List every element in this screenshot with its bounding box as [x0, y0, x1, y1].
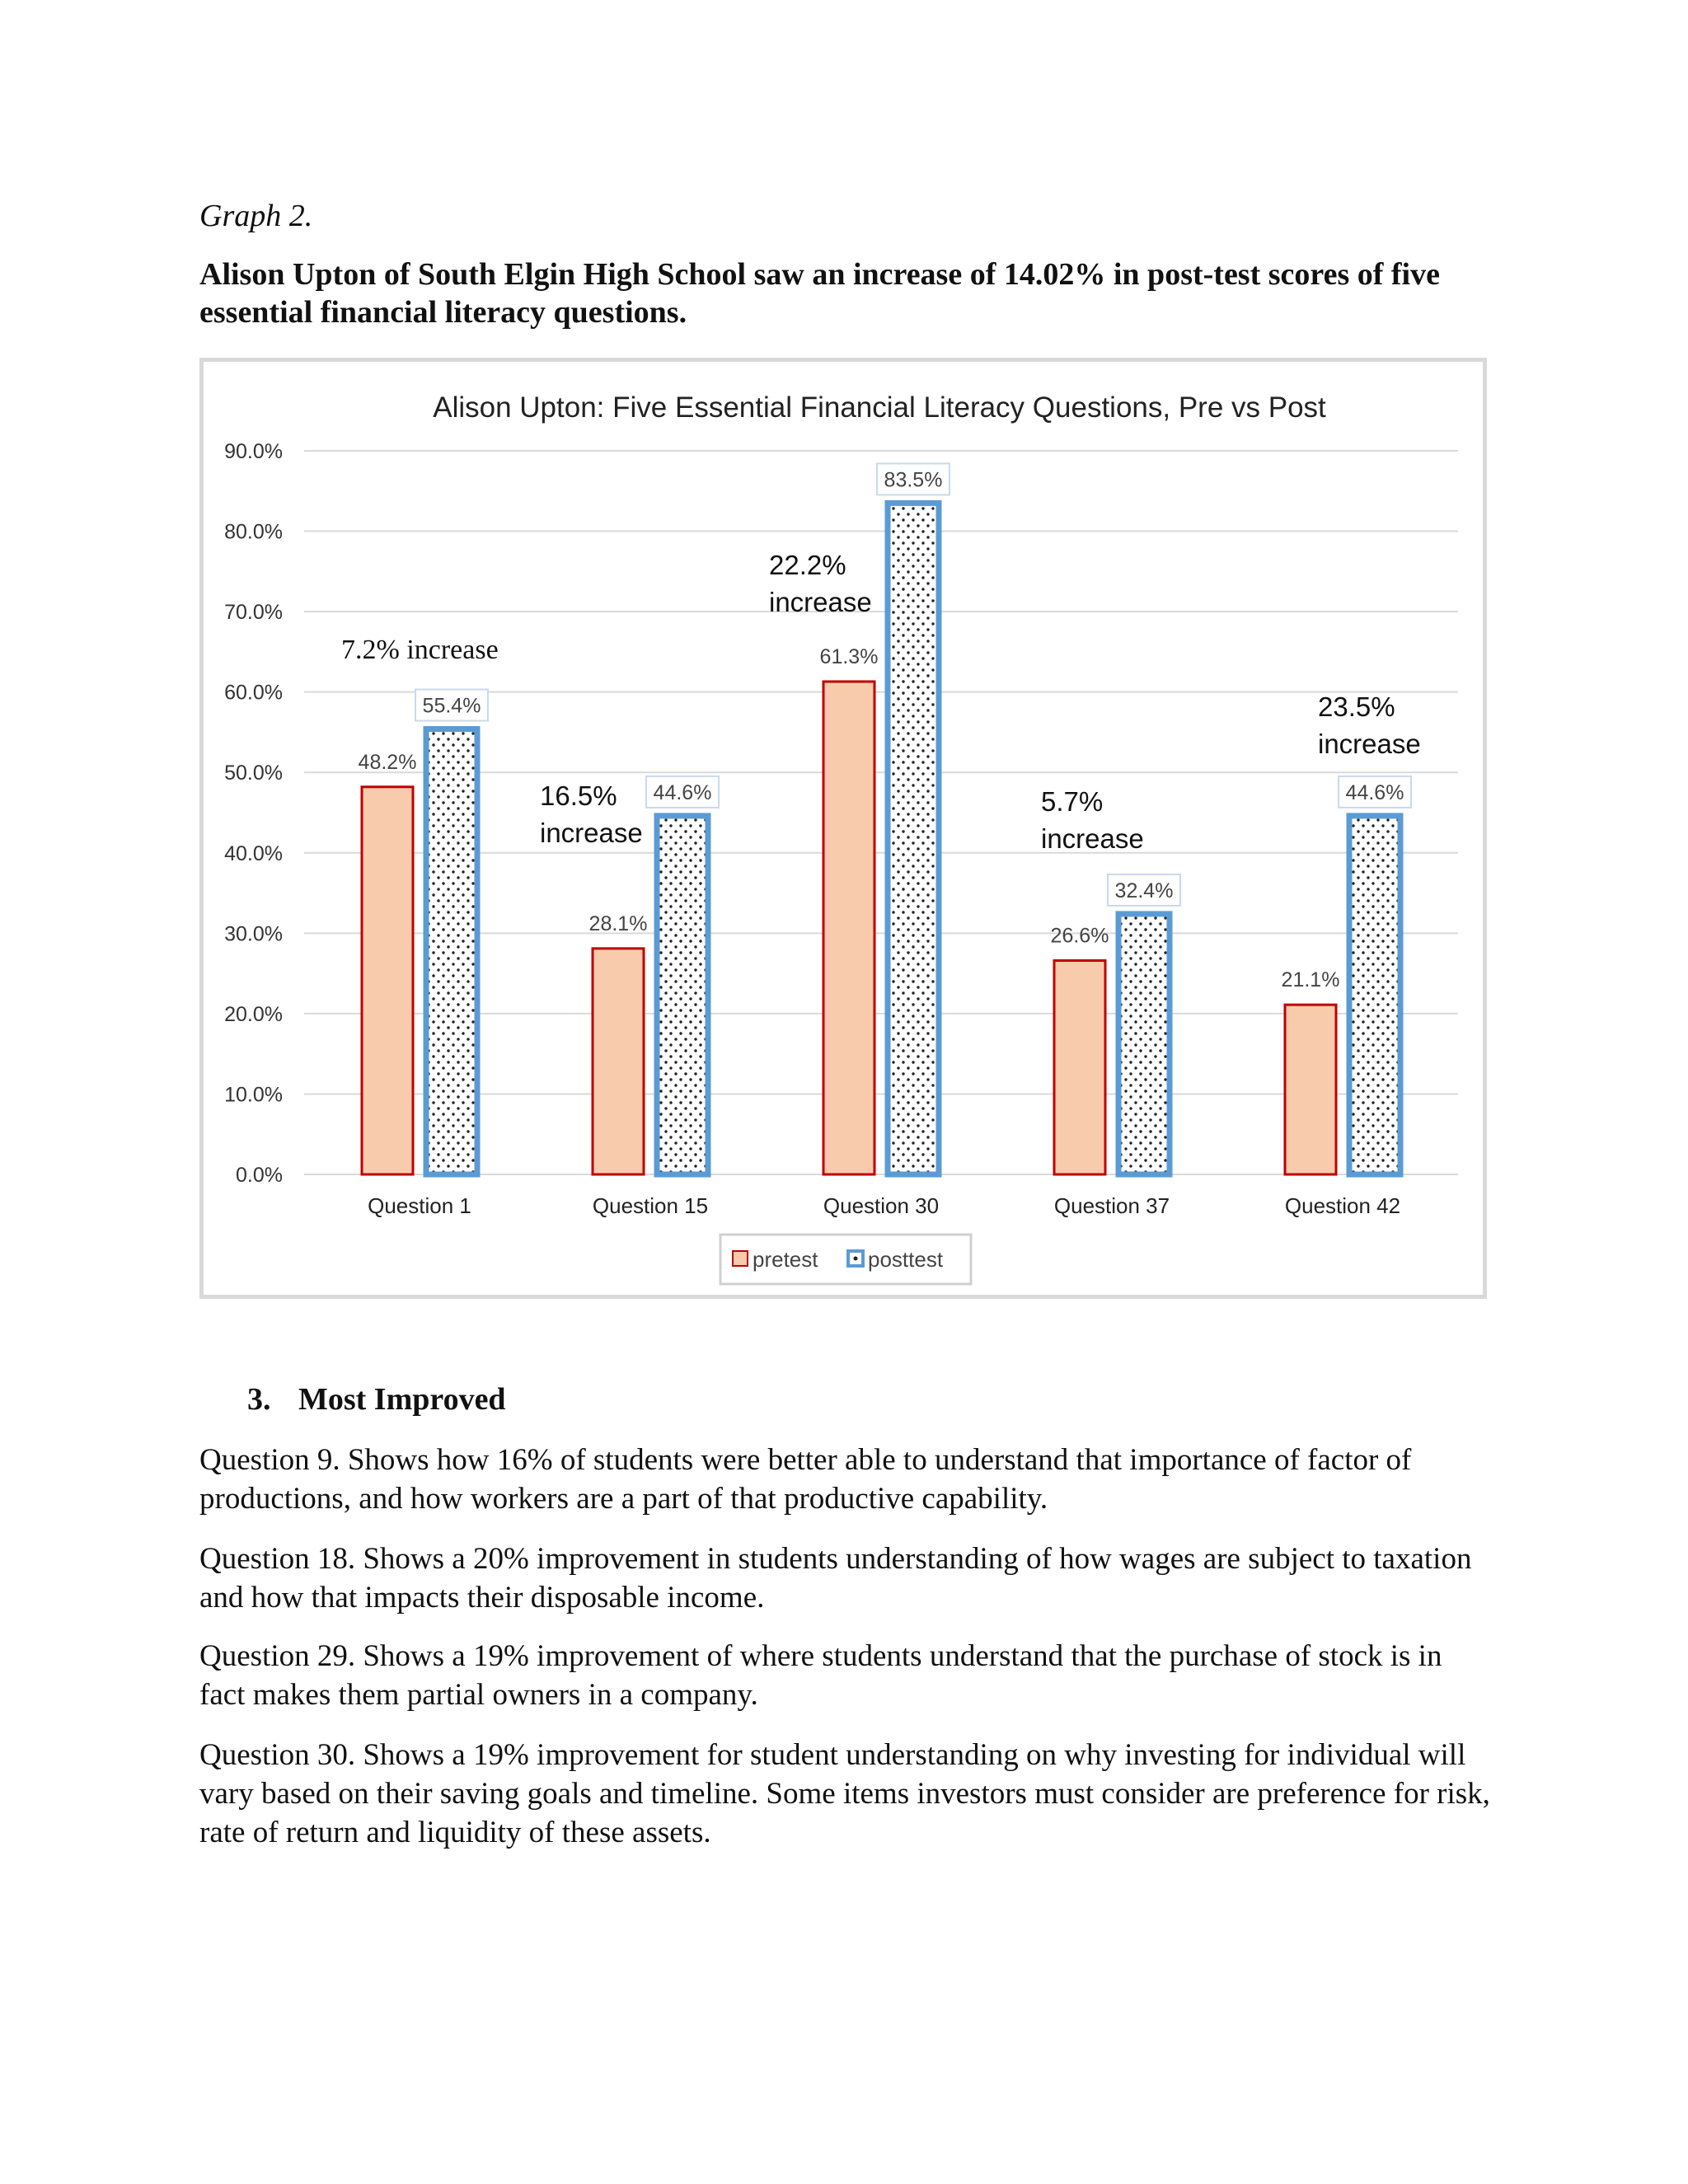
- pretest-swatch: [733, 1251, 748, 1266]
- annotations: [341, 550, 1421, 854]
- x-axis: [368, 1193, 1400, 1218]
- legend-posttest-label: posttest: [868, 1247, 944, 1272]
- y-tick-label: 90.0%: [224, 440, 283, 463]
- x-tick-label: Question 42: [1284, 1193, 1401, 1218]
- graph-label: Graph 2.: [199, 199, 313, 233]
- section-title: Most Improved: [298, 1382, 506, 1417]
- increase-annotation: 5.7%: [1041, 786, 1104, 817]
- posttest-bar: [426, 729, 477, 1174]
- posttest-bar: [657, 816, 708, 1174]
- bar-chart: [204, 362, 1483, 1295]
- chart-title: Alison Upton: Five Essential Financial Literacy Questions, Pre vs Post: [433, 391, 1326, 424]
- legend: [720, 1235, 971, 1284]
- y-tick-label: 40.0%: [224, 841, 283, 865]
- pretest-bar: [1054, 961, 1105, 1174]
- posttest-bar: [888, 503, 939, 1174]
- posttest-bar: [1118, 914, 1170, 1174]
- section-number: 3.: [247, 1382, 271, 1417]
- data-labels: [359, 463, 1411, 991]
- y-tick-label: 70.0%: [224, 601, 283, 625]
- graph-caption: Alison Upton of South Elgin High School saw an increase of 14.02% in post-test scores of five essential financial literacy questions.: [199, 257, 1440, 330]
- paragraph: Question 9. Shows how 16% of students were better able to understand that importance of factor of productions, and how workers are a part of that productive capability.: [199, 1443, 1412, 1516]
- paragraph: Question 18. Shows a 20% improvement in students understanding of how wages are subject to taxation and how that impacts their disposable income.: [199, 1542, 1472, 1615]
- x-tick-label: Question 30: [823, 1193, 940, 1218]
- paragraph: Question 29. Shows a 19% improvement of where students understand that the purchase of stock is in fact makes them partial owners in a company.: [199, 1639, 1442, 1712]
- posttest-value-label: 32.4%: [1114, 879, 1174, 902]
- pretest-bar: [823, 682, 874, 1174]
- bars: [362, 503, 1400, 1174]
- y-axis: [224, 440, 283, 1187]
- pretest-value-label: 48.2%: [358, 750, 417, 774]
- posttest-value-label: 44.6%: [653, 780, 712, 804]
- pretest-value-label: 28.1%: [588, 912, 648, 935]
- increase-annotation: increase: [769, 587, 872, 617]
- posttest-bar: [1349, 816, 1400, 1174]
- chart-container: [199, 358, 1487, 1299]
- x-tick-label: Question 37: [1053, 1193, 1170, 1218]
- pretest-value-label: 26.6%: [1050, 924, 1109, 948]
- x-tick-label: Question 15: [592, 1193, 709, 1218]
- y-tick-label: 30.0%: [224, 922, 283, 946]
- increase-annotation: 7.2% increase: [341, 635, 499, 665]
- increase-annotation: 23.5%: [1318, 691, 1395, 722]
- increase-annotation: increase: [540, 818, 643, 848]
- legend-pretest-label: pretest: [753, 1247, 818, 1272]
- increase-annotation: 16.5%: [540, 780, 617, 811]
- posttest-swatch-dot: [854, 1257, 858, 1261]
- posttest-value-label: 83.5%: [884, 468, 943, 492]
- y-tick-label: 20.0%: [224, 1002, 283, 1026]
- pretest-bar: [362, 787, 413, 1174]
- y-tick-label: 60.0%: [224, 681, 283, 705]
- increase-annotation: increase: [1318, 729, 1421, 759]
- posttest-value-label: 55.4%: [422, 694, 481, 718]
- y-tick-label: 80.0%: [224, 520, 283, 544]
- increase-annotation: 22.2%: [769, 550, 846, 580]
- pretest-bar: [1285, 1005, 1336, 1174]
- section-heading: [247, 1381, 506, 1418]
- pretest-value-label: 21.1%: [1281, 968, 1340, 992]
- posttest-value-label: 44.6%: [1345, 780, 1404, 804]
- paragraph: Question 30. Shows a 19% improvement for student understanding on why investing for individual will vary based on their saving goals and timeline. Some items investors must consider are preference for risk, rate of return and liquidity of these assets.: [199, 1738, 1490, 1849]
- x-tick-label: Question 1: [368, 1193, 471, 1218]
- pretest-bar: [593, 949, 644, 1174]
- y-tick-label: 0.0%: [236, 1164, 283, 1187]
- y-tick-label: 10.0%: [224, 1083, 283, 1107]
- y-tick-label: 50.0%: [224, 762, 283, 785]
- increase-annotation: increase: [1041, 823, 1144, 854]
- pretest-value-label: 61.3%: [819, 644, 879, 668]
